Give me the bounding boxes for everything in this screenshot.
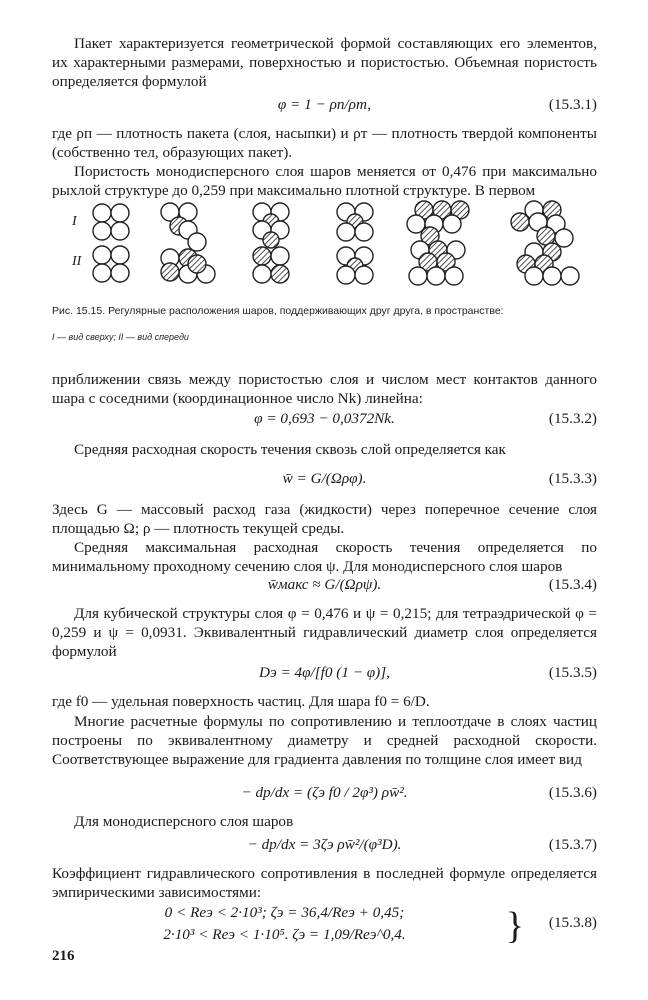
equation-15-3-6 (52, 784, 597, 806)
equation-formula: φ = 0,693 − 0,0372Nk. (254, 410, 395, 427)
sphere-packing-figure (90, 198, 580, 290)
equation-formula: 0 < Reэ < 2·10³; ζэ = 36,4/Reэ + 0,45; (164, 904, 405, 921)
packing-orthorhombic (161, 203, 215, 283)
equation-formula: φ = 1 − ρп/ρт, (277, 96, 372, 113)
equation-formula: − dp/dx = (ζэ f0 / 2φ³) ρw̄². (241, 784, 408, 801)
packing-rhombic (337, 203, 373, 284)
packing-cubic (93, 204, 129, 282)
paragraph-cubic-structure: Для кубической структуры слоя φ = 0,476 и ψ = 0,215; для тетраэдрической φ = 0,259 и ψ = 0,0931. Эквивалентный гидравлический диаметр слоя определяется формулой (52, 605, 597, 660)
packing-hexagonal (407, 201, 469, 285)
equation-number: (15.3.6) (548, 784, 597, 801)
paragraph-mean-velocity: Средняя расходная скорость течения сквозь слой определяется как (74, 441, 506, 458)
figure-row-label-front-view: II (72, 254, 82, 269)
paragraph-porosity-range: Пористость монодисперсного слоя шаров меняется от 0,476 при максимально рыхлой структуре до 0,259 при максимально плотной структуре. В первом (52, 163, 597, 199)
packing-tetragonal (253, 203, 289, 283)
page-number: 216 (52, 948, 75, 964)
paragraph-packet-definition: Пакет характеризуется геометрической формой составляющих его элементов, их характерными размерами, поверхностью и пористостью. Объемная пористость определяется формулой (52, 35, 597, 90)
equation-number: (15.3.3) (548, 470, 597, 487)
figure-row-label-top-view: I (72, 214, 77, 229)
equation-number: (15.3.8) (548, 914, 597, 931)
paragraph-resistance-coefficient: Коэффициент гидравлического сопротивления в последней формуле определяется эмпирическими зависимостями: (52, 865, 597, 901)
paragraph-monodisperse: Для монодисперсного слоя шаров (74, 813, 294, 830)
paragraph-specific-surface: где f0 — удельная поверхность частиц. Для шара f0 = 6/D. (52, 693, 430, 710)
equation-formula: 2·10³ < Reэ < 1·10⁵. ζэ = 1,09/Reэ^0,4. (163, 926, 406, 943)
equation-15-3-7 (52, 836, 597, 858)
equation-15-3-1 (52, 96, 597, 118)
paragraph-mass-flow: Здесь G — массовый расход газа (жидкости) через поперечное сечение слоя площадью Ω; ρ — плотность текущей среды. (52, 501, 597, 537)
equation-number: (15.3.5) (548, 664, 597, 681)
equation-number: (15.3.4) (548, 576, 597, 593)
equation-formula: Dэ = 4φ/[f0 (1 − φ)], (259, 664, 390, 681)
equation-formula: w̄ = G/(Ωρφ). (282, 470, 367, 487)
equation-15-3-5 (52, 664, 597, 686)
paragraph-max-velocity: Средняя максимальная расходная скорость течения определяется по минимальному проходному сечению слоя ψ. Для монодисперсного слоя шаров (52, 539, 597, 575)
equation-15-3-2 (52, 410, 597, 432)
equation-15-3-3 (52, 470, 597, 492)
equation-formula: − dp/dx = 3ζэ ρw̄²/(φ³D). (247, 836, 402, 853)
equation-formula: w̄макс ≈ G/(Ωρψ). (267, 576, 382, 593)
equation-number: (15.3.1) (548, 96, 597, 113)
paragraph-calculation-formulas: Многие расчетные формулы по сопротивлению и теплоотдаче в слоях частиц построены по эквивалентному диаметру и средней расходной скорости. Соответствующее выражение для градиента давления по толщине слоя имеет вид (52, 713, 597, 768)
equation-15-3-4 (52, 576, 597, 598)
equation-number: (15.3.7) (548, 836, 597, 853)
packing-tetrahedral (511, 201, 579, 285)
figure-caption: Рис. 15.15. Регулярные расположения шаров, поддерживающих друг друга, в пространстве: (52, 305, 504, 317)
paragraph-density-definitions: где ρп — плотность пакета (слоя, насыпки) и ρт — плотность твердой компоненты (собственно тел, образующих пакет). (52, 125, 597, 161)
paragraph-coordination-number: приближении связь между пористостью слоя и числом мест контактов данного шара с соседними (координационное число Nk) линейна: (52, 371, 597, 407)
equation-brace: } (505, 905, 524, 947)
figure-legend: I — вид сверху; II — вид спереди (52, 332, 189, 342)
equation-number: (15.3.2) (548, 410, 597, 427)
